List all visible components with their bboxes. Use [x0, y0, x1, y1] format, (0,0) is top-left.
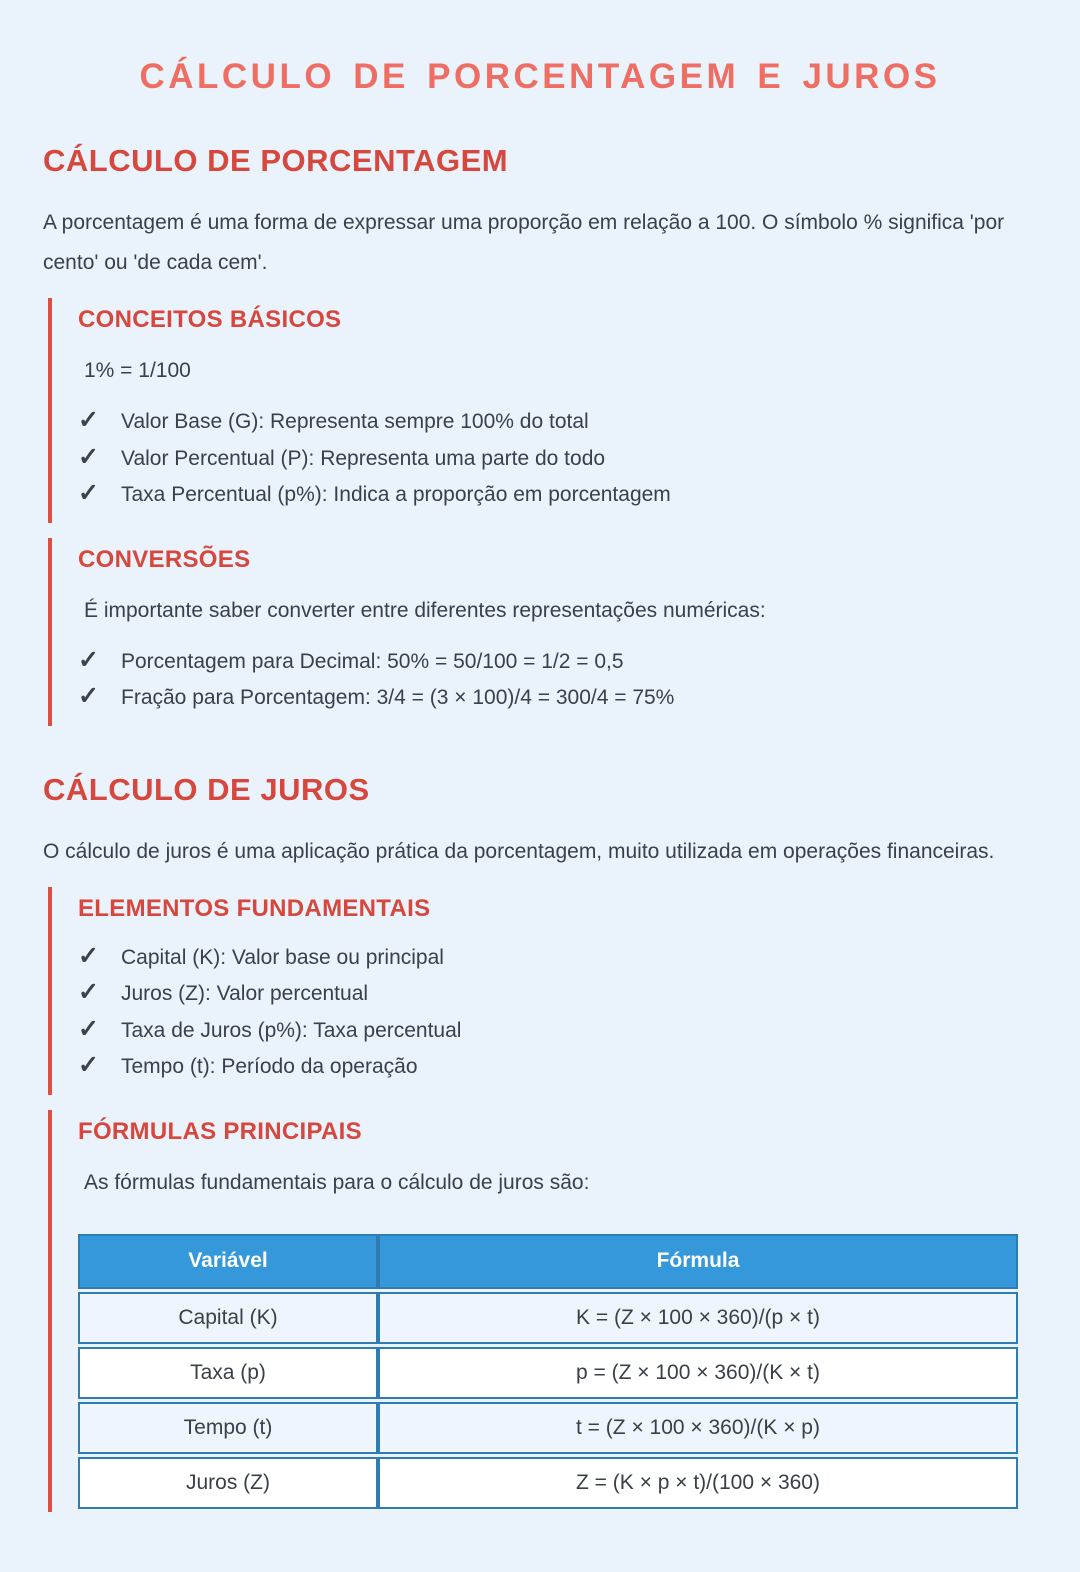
variable-cell: Capital (K) [78, 1292, 378, 1344]
subsection-elementos-fundamentais [48, 887, 1037, 1095]
check-list-conversoes [78, 643, 1037, 716]
table-header-formula: Fórmula [378, 1234, 1018, 1289]
variable-cell: Tempo (t) [78, 1402, 378, 1454]
check-list-item [78, 679, 1037, 716]
variable-cell: Juros (Z) [78, 1457, 378, 1509]
table-row [78, 1402, 1018, 1454]
check-item-text: Capital (K): Valor base ou principal [121, 945, 444, 969]
check-icon: ✓ [78, 1014, 99, 1043]
formulas-table [78, 1231, 1018, 1512]
formulas-table-body [78, 1292, 1018, 1509]
check-icon: ✓ [78, 406, 99, 434]
check-icon: ✓ [78, 941, 99, 970]
subsection-heading-formulas-principais: FÓRMULAS PRINCIPAIS [78, 1117, 362, 1145]
check-list-item [78, 1048, 1037, 1085]
check-list-item [78, 403, 1037, 440]
subsection-intro-formulas-principais: As fórmulas fundamentais para o cálculo de juros são: [84, 1170, 590, 1194]
table-row [78, 1347, 1018, 1399]
check-item-text: Porcentagem para Decimal: 50% = 50/100 = 1/2 = 0,5 [121, 649, 624, 673]
check-item-text: Juros (Z): Valor percentual [121, 982, 369, 1005]
check-list-elementos-fundamentais [78, 939, 1037, 1085]
subsection-conversoes [48, 538, 1037, 726]
formula-cell: K = (Z × 100 × 360)/(p × t) [378, 1292, 1018, 1344]
subsection-heading-conversoes: CONVERSÕES [78, 545, 251, 573]
check-list-item [78, 975, 1037, 1012]
check-list-item [78, 1012, 1037, 1049]
check-icon: ✓ [78, 479, 99, 507]
section-paragraph-porcentagem: A porcentagem é uma forma de expressar uma proporção em relação a 100. O símbolo % significa 'por cento' ou 'de cada cem'. [43, 211, 1005, 274]
check-list-conceitos-basicos [78, 403, 1037, 513]
check-list-item [78, 440, 1037, 477]
check-item-text: Taxa de Juros (p%): Taxa percentual [121, 1018, 462, 1042]
check-item-text: Fração para Porcentagem: 3/4 = (3 × 100)/4 = 300/4 = 75% [121, 686, 675, 709]
section-heading-juros: CÁLCULO DE JUROS [43, 771, 370, 807]
subsection-heading-conceitos-basicos: CONCEITOS BÁSICOS [78, 306, 342, 333]
page-title: CÁLCULO DE PORCENTAGEM E JUROS [139, 57, 941, 96]
formula-cell: Z = (K × p × t)/(100 × 360) [378, 1457, 1018, 1509]
formula-cell: t = (Z × 100 × 360)/(K × p) [378, 1402, 1018, 1454]
check-icon: ✓ [78, 682, 99, 710]
subsection-intro-conversoes: É importante saber converter entre diferentes representações numéricas: [84, 598, 766, 622]
subsection-formulas-principais [48, 1110, 1037, 1512]
subsection-heading-elementos-fundamentais: ELEMENTOS FUNDAMENTAIS [78, 894, 431, 922]
section-juros [43, 772, 1037, 1512]
check-item-text: Valor Base (G): Representa sempre 100% do total [121, 410, 589, 433]
section-heading-porcentagem: CÁLCULO DE PORCENTAGEM [43, 143, 509, 178]
check-icon: ✓ [78, 1051, 99, 1079]
variable-cell: Taxa (p) [78, 1347, 378, 1399]
formula-cell: p = (Z × 100 × 360)/(K × t) [378, 1347, 1018, 1399]
check-icon: ✓ [78, 978, 99, 1006]
check-icon: ✓ [78, 645, 99, 674]
table-header-variavel: Variável [78, 1234, 378, 1289]
table-row [78, 1457, 1018, 1509]
section-paragraph-juros: O cálculo de juros é uma aplicação prática da porcentagem, muito utilizada em operações financeiras. [43, 839, 995, 863]
check-list-item [78, 643, 1037, 680]
table-row [78, 1292, 1018, 1344]
check-item-text: Valor Percentual (P): Representa uma parte do todo [121, 446, 606, 470]
table-header-row [78, 1234, 1018, 1289]
check-item-text: Tempo (t): Período da operação [121, 1055, 418, 1078]
formulas-table-head [78, 1234, 1018, 1289]
section-porcentagem [43, 143, 1037, 726]
subsection-conceitos-basicos [48, 298, 1037, 523]
check-list-item [78, 939, 1037, 976]
check-icon: ✓ [78, 442, 99, 471]
check-item-text: Taxa Percentual (p%): Indica a proporção em porcentagem [121, 483, 671, 506]
check-list-item [78, 476, 1037, 513]
subsection-intro-conceitos-basicos: 1% = 1/100 [84, 359, 191, 382]
